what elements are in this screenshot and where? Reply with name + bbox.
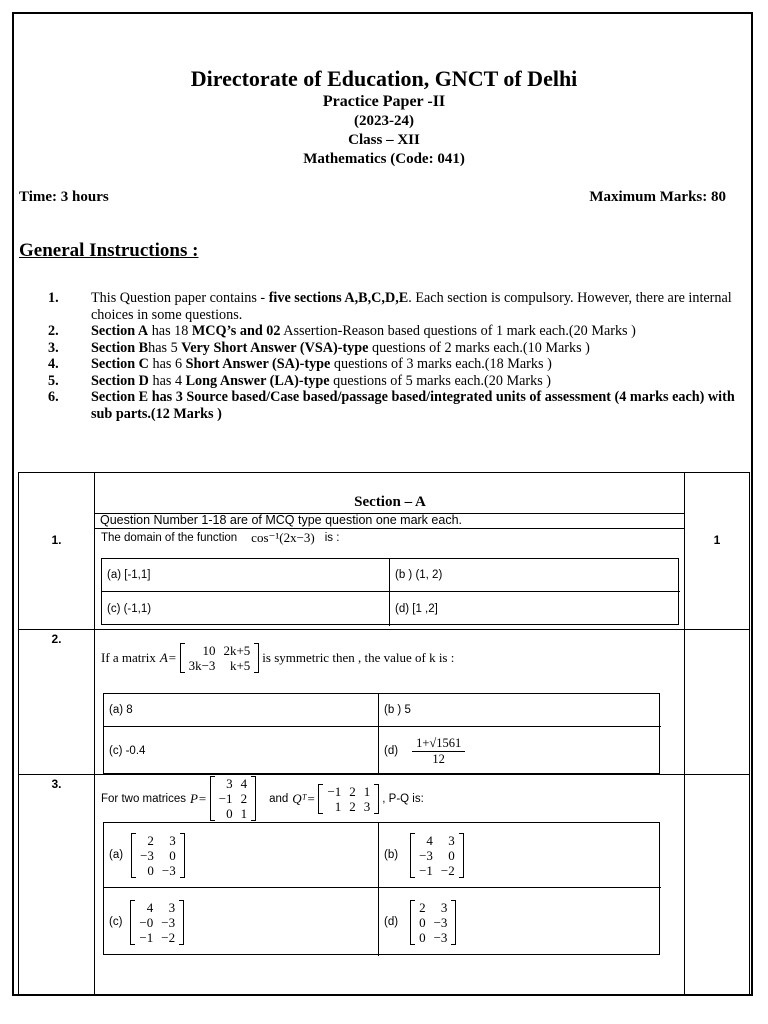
org-title: Directorate of Education, GNCT of Delhi [190,66,578,91]
options-grid [101,558,679,625]
instruction-item: 6. Section E has 3 Source based/Case based/passage based/integrated units of assessment (4 marks each) with sub parts.(12 Marks ) [48,389,735,422]
time-label: Time: 3 hours [19,189,109,205]
option-d[interactable]: (d) [1 ,2] [395,603,438,615]
instruction-item: 5. Section D has 4 Long Answer (LA)-type questions of 5 marks each.(20 Marks ) [48,372,552,389]
column-divider [684,473,685,995]
question-number: 2. [51,632,62,646]
general-instructions-title: General Instructions : [19,240,199,261]
subject-label: Mathematics (Code: 041) [303,151,465,167]
matrix-qt: −1 2 1 1 2 3 [318,784,379,814]
option-b[interactable]: (b ) (1, 2) [390,559,680,592]
question-text: For two matrices P= 3 4 −1 2 0 1 and Qᵀ= −1 2 1 1 2 3 , P-Q is: [101,776,424,821]
option-c[interactable]: (c) -0.4 [104,727,379,775]
instruction-item: 3. Section Bhas 5 Very Short Answer (VSA)-type questions of 2 marks each.(10 Marks ) [48,339,590,356]
option-d[interactable]: (d) $\frac{1+√1561}{12}$ [379,727,661,775]
question-number: 1. [51,533,62,547]
options-grid [103,693,660,774]
question-text: If a matrix A= 10 2k+5 3k−3 k+5 is symmetric then , the value of k is : [101,643,455,673]
options-grid [103,822,660,955]
section-title: Section – A [354,494,426,510]
paper-year: (2023-24) [354,113,414,129]
matrix-option-d: 2 3 0 −3 0 −3 [410,900,456,945]
instruction-item: 1. This Question paper contains - five sections A,B,C,D,E. Each section is compulsory. However, there are internal choices in some questions. [48,290,732,323]
question-marks: 1 [713,533,721,547]
column-divider [94,473,95,995]
option-d[interactable]: (d) 2 3 0 −3 0 −3 [379,888,661,956]
option-b[interactable]: (b ) 5 [379,694,661,727]
instructions-list [40,290,740,422]
row-divider [19,629,749,630]
option-c[interactable]: (c) (-1,1) [102,592,390,626]
option-b[interactable]: (b) 4 3 −3 0 −1 −2 [379,823,661,888]
question-table [18,472,750,996]
option-a[interactable]: (a) 8 [104,694,379,727]
question-text: The domain of the function cos⁻¹(2x−3) is : [101,530,340,545]
function-expression: cos⁻¹(2x−3) [251,530,315,545]
question-number: 3. [51,777,62,791]
option-a[interactable]: (a) 2 3 −3 0 0 −3 [104,823,379,888]
mcq-note: Question Number 1-18 are of MCQ type question one mark each. [100,513,462,527]
matrix-option-c: 4 3 −0 −3 −1 −2 [130,900,184,945]
fraction: $\frac{1+√1561}{12}$ [412,736,465,767]
instruction-item: 2. Section A has 18 MCQ’s and 02 Assertion-Reason based questions of 1 mark each.(20 Marks ) [48,323,636,339]
matrix-p: 3 4 −1 2 0 1 [210,776,256,821]
matrix-a: 10 2k+5 3k−3 k+5 [180,643,260,673]
instruction-item: 4. Section C has 6 Short Answer (SA)-type questions of 3 marks each.(18 Marks ) [48,356,552,372]
paper-title: Practice Paper -II [322,93,446,110]
class-label: Class – XII [348,132,420,148]
matrix-option-a: 2 3 −3 0 0 −3 [131,833,185,878]
option-c[interactable]: (c) 4 3 −0 −3 −1 −2 [104,888,379,956]
option-a[interactable]: (a) [-1,1] [102,559,390,592]
max-marks-label: Maximum Marks: 80 [589,189,726,205]
matrix-option-b: 4 3 −3 0 −1 −2 [410,833,464,878]
